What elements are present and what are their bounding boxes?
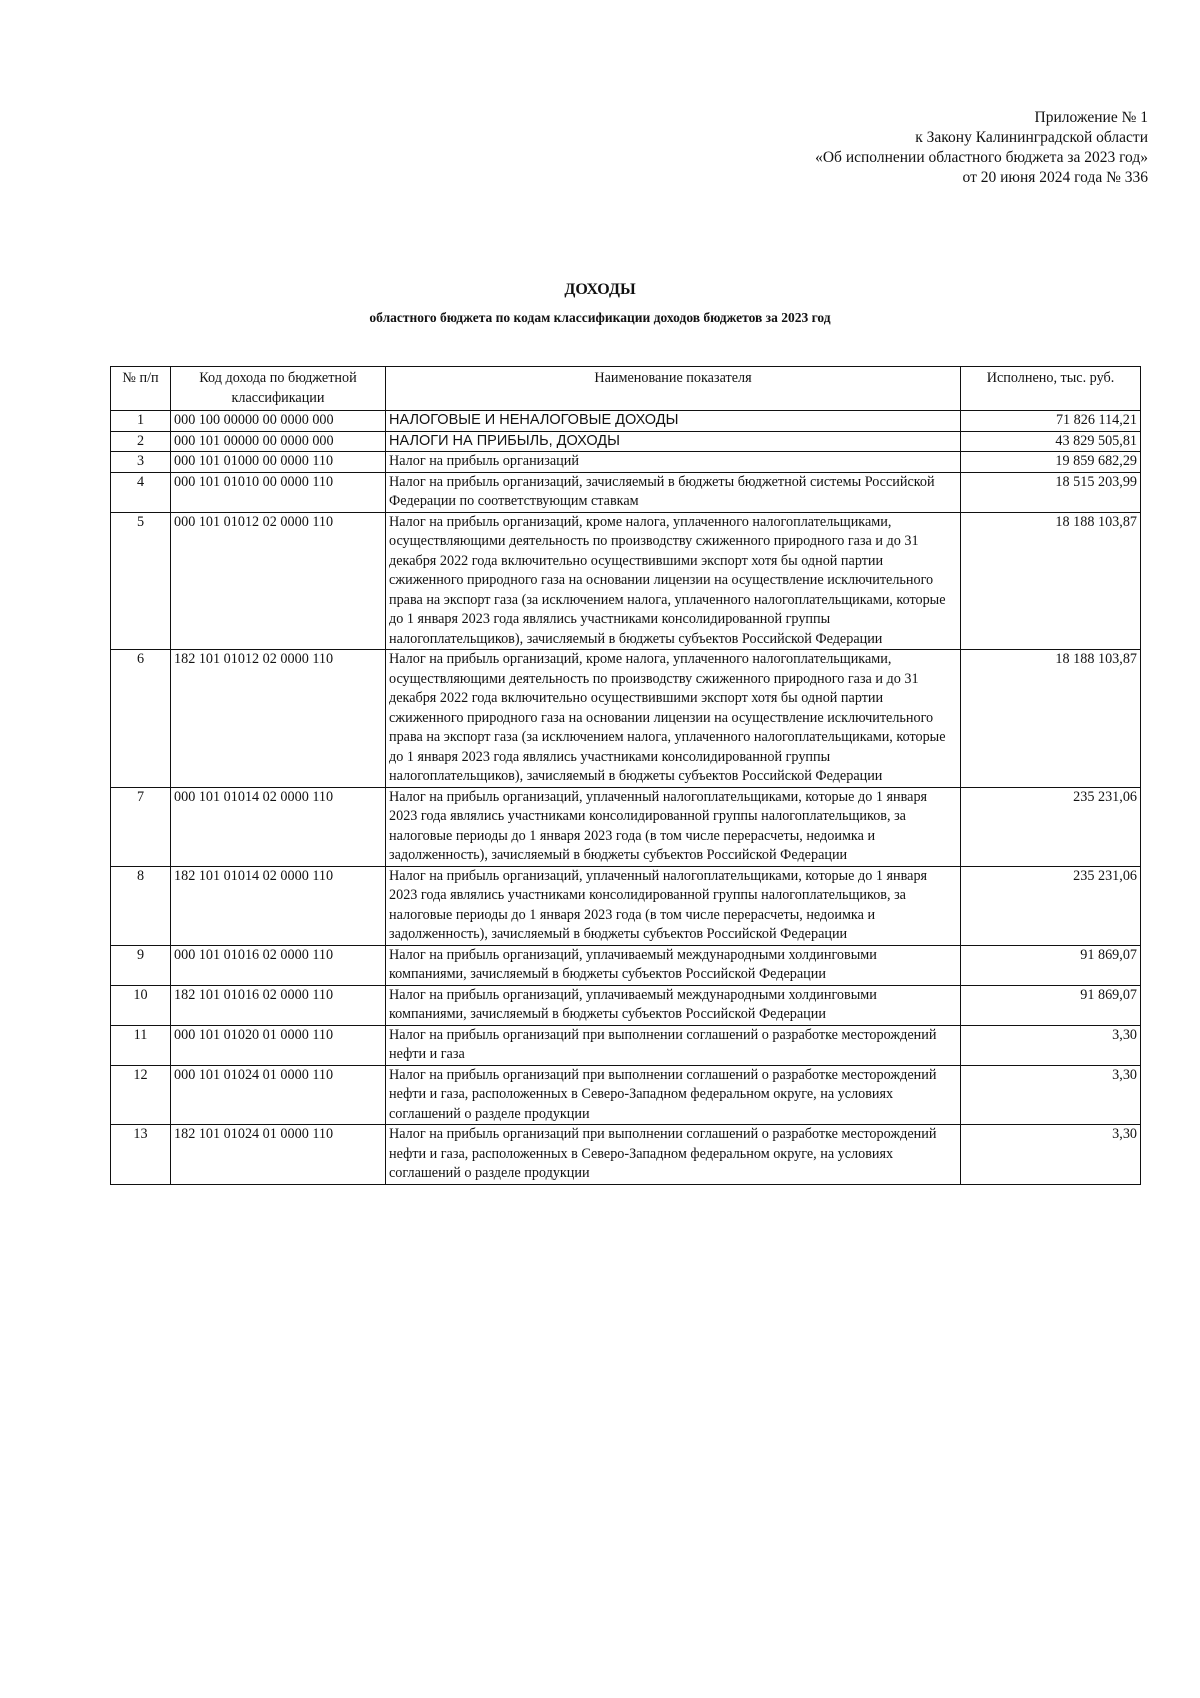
appendix-line-3: «Об исполнении областного бюджета за 2023 год» — [815, 149, 1148, 166]
row-amount: 91 869,07 — [961, 945, 1141, 985]
row-code: 182 101 01016 02 0000 110 — [171, 985, 386, 1025]
row-code: 182 101 01024 01 0000 110 — [171, 1125, 386, 1185]
row-name: Налог на прибыль организаций, кроме налога, уплаченного налогоплательщиками, осуществляющими деятельность по производству сжиженного природного газа и до 31 декабря 2022 года включительно осуществившими экспорт хотя бы одной партии сжиженного природного газа на основании лицензии на осуществление исключительного права на экспорт газа (за исключением налога, уплаченного налогоплательщиками, которые до 1 января 2023 года являлись участниками консолидированной группы налогоплательщиков), зачисляемый в бюджеты субъектов Российской Федерации — [386, 650, 961, 788]
table-row — [111, 1125, 1141, 1185]
row-num: 13 — [111, 1125, 171, 1185]
header-name: Наименование показателя — [386, 367, 961, 411]
table-row — [111, 945, 1141, 985]
income-table — [110, 366, 1141, 1185]
row-num: 8 — [111, 866, 171, 945]
table-row — [111, 866, 1141, 945]
header-amount: Исполнено, тыс. руб. — [961, 367, 1141, 411]
row-amount: 18 188 103,87 — [961, 512, 1141, 650]
row-code: 000 101 01016 02 0000 110 — [171, 945, 386, 985]
table-row — [111, 1025, 1141, 1065]
row-name: Налог на прибыль организаций, уплачиваемый международными холдинговыми компаниями, зачисляемый в бюджеты субъектов Российской Федерации — [386, 985, 961, 1025]
header-num: № п/п — [111, 367, 171, 411]
row-num: 7 — [111, 787, 171, 866]
row-amount: 3,30 — [961, 1025, 1141, 1065]
appendix-line-1: Приложение № 1 — [1034, 109, 1148, 126]
table-row — [111, 431, 1141, 452]
table-header-row — [111, 367, 1141, 411]
row-name: Налог на прибыль организаций при выполнении соглашений о разработке месторождений нефти и газа, расположенных в Северо-Западном федеральном округе, на условиях соглашений о разделе продукции — [386, 1125, 961, 1185]
row-code: 182 101 01014 02 0000 110 — [171, 866, 386, 945]
row-name: Налог на прибыль организаций, уплачиваемый международными холдинговыми компаниями, зачисляемый в бюджеты субъектов Российской Федерации — [386, 945, 961, 985]
table-row — [111, 1065, 1141, 1125]
row-num: 6 — [111, 650, 171, 788]
row-num: 12 — [111, 1065, 171, 1125]
appendix-line-2: к Закону Калининградской области — [915, 129, 1148, 146]
row-amount: 91 869,07 — [961, 985, 1141, 1025]
row-name: Налог на прибыль организаций — [386, 452, 961, 473]
document-title: ДОХОДЫ — [564, 281, 636, 298]
row-name: Налог на прибыль организаций, уплаченный налогоплательщиками, которые до 1 января 2023 года являлись участниками консолидированной группы налогоплательщиков, за налоговые периоды до 1 января 2023 года (в том числе перерасчеты, недоимка и задолженность), зачисляемый в бюджеты субъектов Российской Федерации — [386, 866, 961, 945]
row-amount: 19 859 682,29 — [961, 452, 1141, 473]
row-name: НАЛОГОВЫЕ И НЕНАЛОГОВЫЕ ДОХОДЫ — [386, 411, 961, 432]
row-num: 4 — [111, 472, 171, 512]
row-amount: 18 188 103,87 — [961, 650, 1141, 788]
table-row — [111, 411, 1141, 432]
row-code: 000 101 01012 02 0000 110 — [171, 512, 386, 650]
row-amount: 43 829 505,81 — [961, 431, 1141, 452]
row-code: 000 101 00000 00 0000 000 — [171, 431, 386, 452]
row-amount: 71 826 114,21 — [961, 411, 1141, 432]
row-num: 5 — [111, 512, 171, 650]
table-row — [111, 787, 1141, 866]
row-code: 000 101 01020 01 0000 110 — [171, 1025, 386, 1065]
row-amount: 235 231,06 — [961, 866, 1141, 945]
row-name: Налог на прибыль организаций, зачисляемый в бюджеты бюджетной системы Российской Федерации по соответствующим ставкам — [386, 472, 961, 512]
row-num: 10 — [111, 985, 171, 1025]
table-row — [111, 512, 1141, 650]
table-row — [111, 650, 1141, 788]
title-block — [0, 280, 1200, 328]
row-code: 000 101 01010 00 0000 110 — [171, 472, 386, 512]
row-amount: 235 231,06 — [961, 787, 1141, 866]
row-code: 000 100 00000 00 0000 000 — [171, 411, 386, 432]
row-num: 11 — [111, 1025, 171, 1065]
row-name: Налог на прибыль организаций, кроме налога, уплаченного налогоплательщиками, осуществляющими деятельность по производству сжиженного природного газа и до 31 декабря 2022 года включительно осуществившими экспорт хотя бы одной партии сжиженного природного газа на основании лицензии на осуществление исключительного права на экспорт газа (за исключением налога, уплаченного налогоплательщиками, которые до 1 января 2023 года являлись участниками консолидированной группы налогоплательщиков), зачисляемый в бюджеты субъектов Российской Федерации — [386, 512, 961, 650]
row-amount: 3,30 — [961, 1065, 1141, 1125]
row-num: 3 — [111, 452, 171, 473]
table-row — [111, 452, 1141, 473]
header-code: Код дохода по бюджетной классификации — [171, 367, 386, 411]
row-num: 1 — [111, 411, 171, 432]
row-code: 000 101 01014 02 0000 110 — [171, 787, 386, 866]
row-num: 2 — [111, 431, 171, 452]
table-row — [111, 985, 1141, 1025]
row-code: 000 101 01024 01 0000 110 — [171, 1065, 386, 1125]
row-name: Налог на прибыль организаций, уплаченный налогоплательщиками, которые до 1 января 2023 года являлись участниками консолидированной группы налогоплательщиков, за налоговые периоды до 1 января 2023 года (в том числе перерасчеты, недоимка и задолженность), зачисляемый в бюджеты субъектов Российской Федерации — [386, 787, 961, 866]
row-num: 9 — [111, 945, 171, 985]
row-name: НАЛОГИ НА ПРИБЫЛЬ, ДОХОДЫ — [386, 431, 961, 452]
row-name: Налог на прибыль организаций при выполнении соглашений о разработке месторождений нефти и газа, расположенных в Северо-Западном федеральном округе, на условиях соглашений о разделе продукции — [386, 1065, 961, 1125]
appendix-line-4: от 20 июня 2024 года № 336 — [962, 169, 1148, 186]
appendix-block — [815, 108, 1148, 188]
row-code: 182 101 01012 02 0000 110 — [171, 650, 386, 788]
table-row — [111, 472, 1141, 512]
document-subtitle: областного бюджета по кодам классификации доходов бюджетов за 2023 год — [369, 310, 831, 325]
row-code: 000 101 01000 00 0000 110 — [171, 452, 386, 473]
row-name: Налог на прибыль организаций при выполнении соглашений о разработке месторождений нефти и газа — [386, 1025, 961, 1065]
row-amount: 18 515 203,99 — [961, 472, 1141, 512]
row-amount: 3,30 — [961, 1125, 1141, 1185]
